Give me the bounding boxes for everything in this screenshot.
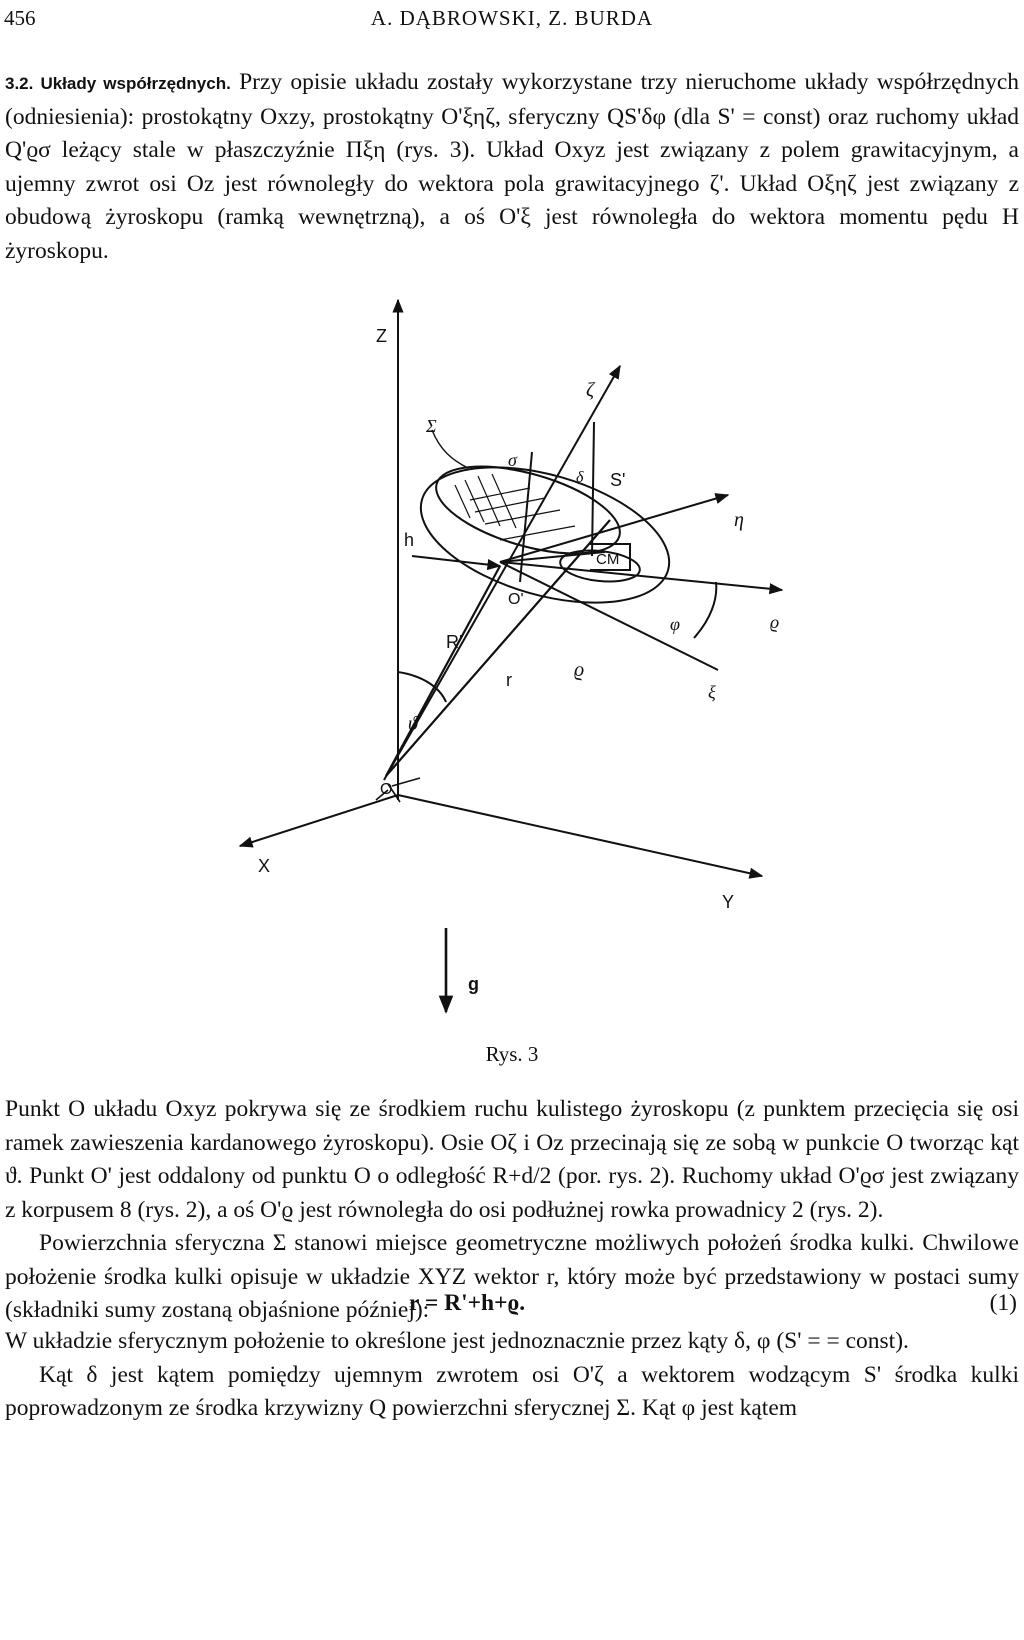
equation-body: r = R'+h+ϱ.: [409, 1290, 526, 1316]
label-h: h: [404, 530, 415, 550]
label-xi: ξ: [708, 682, 716, 702]
paragraph-spherical-surface: Powierzchnia sferyczna Σ stanowi miejsce geometryczne możliwych położeń środka kulki. Chwilowe położenie środka kulki opisuje w układzie XYZ wektor r, który może być przedstawiony w postaci sumy (składniki sumy zostaną objaśnione później):: [5, 1230, 1019, 1323]
label-r: r: [506, 670, 512, 690]
running-head: A. DĄBROWSKI, Z. BURDA: [370, 6, 654, 30]
label-y: Y: [722, 892, 735, 912]
label-delta: δ: [576, 469, 584, 486]
gyroscope-coordinate-diagram: [0, 290, 1024, 1030]
label-sigma-surface: Σ: [426, 416, 437, 436]
paragraph-point-o: Punkt O układu Oxyz pokrywa się ze środkiem ruchu kulistego żyroskopu (z punktem przecięcia się osi ramek zawieszenia kardanowego żyroskopu). Osie Oζ i Oz przecinają się ze sobą w punkcie O tworząc kąt ϑ. Punkt O' jest oddalony od punktu O o odległość R+d/2 (por. rys. 2). Ruchomy układ O'ϱσ jest związany z korpusem 8 (rys. 2), a oś O'ϱ jest równoległa do osi podłużnej rowka prowadnicy 2 (rys. 2).: [5, 1096, 1019, 1223]
rho-axis: [500, 562, 782, 590]
sigma-leader: [432, 430, 468, 468]
label-g: g: [468, 974, 479, 994]
label-cm: CM: [596, 551, 620, 568]
sphere-surface-sigma: [405, 442, 684, 628]
label-phi: φ: [670, 614, 680, 634]
paragraph-angle-delta: Kąt δ jest kątem pomiędzy ujemnym zwrotem osi O'ζ a wektorem wodzącym S' środka kulki poprowadzonym ze środka krzywizny Q powierzchni sferycznej Σ. Kąt φ jest kątem: [5, 1361, 1019, 1421]
xi-axis: [500, 562, 718, 670]
r-vector: [386, 520, 610, 776]
label-eta: η: [734, 509, 744, 531]
figure-3: [0, 290, 1024, 1070]
surface-hatching: [455, 474, 575, 540]
label-r-prime: R': [446, 632, 463, 652]
body-text-lower: [5, 1325, 1019, 1426]
label-s-prime: S': [610, 470, 626, 490]
label-theta: ϑ: [408, 713, 418, 735]
paragraph-coordinate-systems: [5, 66, 1019, 268]
paragraph-text: Przy opisie układu zostały wykorzystane trzy nieruchome układy współrzędnych (odniesienia): prostokątny Oxzy, prostokątny O'ξηζ, sferyczny QS'δφ (dla S' = const) oraz ruchomy układ Q'ϱσ leżący stale w płaszczyźnie Πξη (rys. 3). Układ Oxyz jest związany z polem grawitacyjnym, a ujemny zwrot osi Oz jest równoległy do wektora pola grawitacyjnego ζ'. Układ Oξηζ jest związany z obudową żyroskopu (ramką wewnętrzną), a oś O'ξ jest równoległa do wektora momentu pędu H żyroskopu.: [5, 69, 1019, 264]
equation-number: (1): [989, 1290, 1017, 1316]
zeta-axis: [384, 366, 620, 780]
label-rho: ϱ: [574, 659, 585, 681]
page-number: 456: [4, 6, 36, 30]
figure-caption: Rys. 3: [485, 1042, 539, 1066]
label-o-prime: O': [508, 591, 524, 608]
section-heading: 3.2. Układy współrzędnych.: [5, 74, 231, 93]
label-o: O: [380, 781, 393, 798]
label-zeta: ζ: [586, 379, 595, 401]
label-sigma: σ: [508, 450, 517, 470]
phi-arc: [694, 582, 716, 638]
x-axis: [240, 795, 398, 846]
equation-1: [5, 1290, 1019, 1324]
y-axis: [398, 795, 762, 876]
paragraph-spherical-position: W układzie sferycznym położenie to określone jest jednoznacznie przez kąty δ, φ (S' = = const).: [5, 1328, 909, 1354]
label-rho-axis: ϱ: [770, 612, 780, 632]
label-x: X: [258, 856, 271, 876]
page-header: [0, 0, 1024, 40]
label-z: Z: [376, 326, 387, 346]
section-3-2: [5, 66, 1019, 268]
